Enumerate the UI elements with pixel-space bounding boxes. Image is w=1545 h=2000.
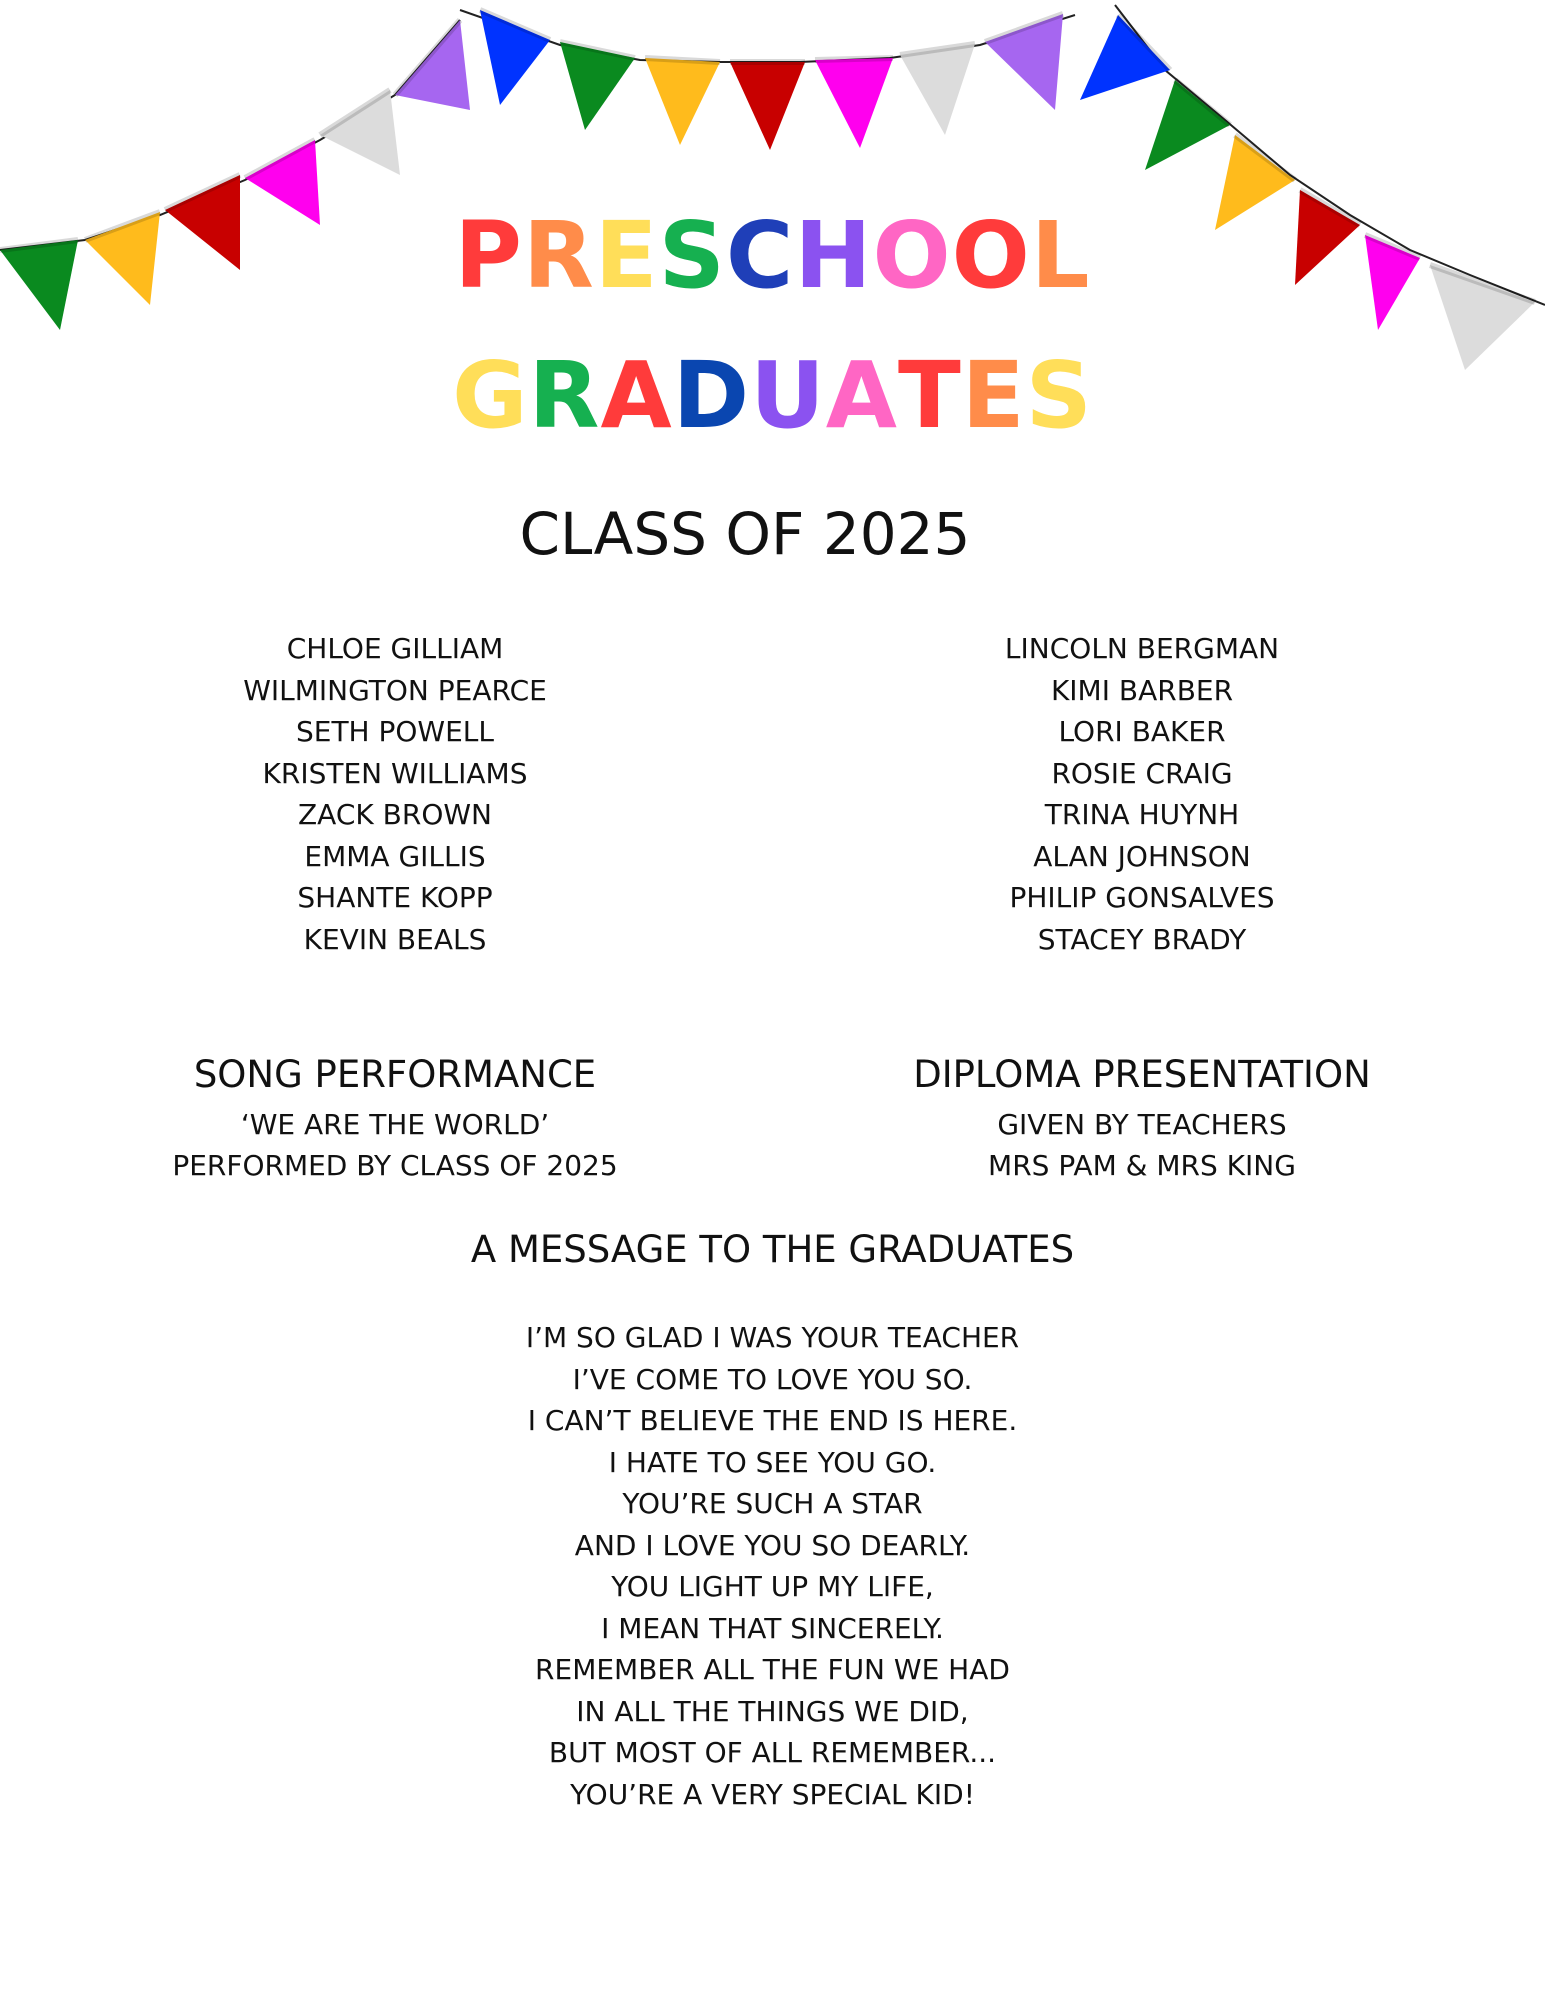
graduate-name: LINCOLN BERGMAN bbox=[1004, 632, 1280, 665]
graduate-name: CHLOE GILLIAM bbox=[286, 632, 504, 665]
poem-line: YOU LIGHT UP MY LIFE, bbox=[611, 1570, 934, 1603]
title-letter: P bbox=[454, 202, 523, 309]
graduate-names-left bbox=[115, 628, 675, 960]
title-letter: S bbox=[1025, 342, 1093, 449]
graduate-name: KRISTEN WILLIAMS bbox=[262, 756, 528, 790]
graduate-name: LORI BAKER bbox=[1058, 715, 1226, 748]
bunting-flag-hem bbox=[815, 58, 893, 60]
song-performer: PERFORMED BY CLASS OF 2025 bbox=[172, 1149, 618, 1182]
graduate-name: ROSIE CRAIG bbox=[1051, 756, 1233, 790]
bunting-flag bbox=[900, 44, 975, 135]
poem-line: AND I LOVE YOU SO DEARLY. bbox=[574, 1528, 971, 1562]
graduate-name: ALAN JOHNSON bbox=[1033, 839, 1251, 873]
song-performance-heading: SONG PERFORMANCE bbox=[193, 1053, 597, 1096]
diploma-given-by: GIVEN BY TEACHERS bbox=[997, 1108, 1287, 1141]
bunting-string bbox=[460, 10, 1075, 62]
title-letter: E bbox=[594, 202, 659, 309]
title-letter: O bbox=[951, 202, 1031, 309]
bunting-flag bbox=[645, 58, 720, 145]
poem-line: BUT MOST OF ALL REMEMBER... bbox=[548, 1736, 997, 1769]
poem-line: I CAN’T BELIEVE THE END IS HERE. bbox=[527, 1404, 1018, 1437]
title-letter: O bbox=[872, 202, 952, 309]
song-title: ‘WE ARE THE WORLD’ bbox=[240, 1108, 550, 1141]
diploma-presentation-section bbox=[822, 1050, 1462, 1186]
graduate-name: ZACK BROWN bbox=[298, 798, 492, 831]
bunting-flag bbox=[395, 20, 470, 110]
graduate-name: EMMA GILLIS bbox=[304, 839, 486, 873]
title-letter: G bbox=[452, 342, 529, 449]
poem-line: REMEMBER ALL THE FUN WE HAD bbox=[535, 1653, 1010, 1686]
graduate-name: PHILIP GONSALVES bbox=[1009, 881, 1275, 914]
title-letter: R bbox=[522, 202, 595, 309]
graduate-name: KEVIN BEALS bbox=[303, 922, 487, 956]
title-letter: A bbox=[600, 342, 673, 449]
class-of-heading: CLASS OF 2025 bbox=[519, 500, 971, 568]
title-letter: R bbox=[528, 342, 601, 449]
bunting-flag bbox=[815, 58, 893, 148]
title-letter: U bbox=[750, 342, 826, 449]
poem-line: I HATE TO SEE YOU GO. bbox=[608, 1445, 937, 1479]
bunting-flag bbox=[730, 62, 805, 150]
diploma-presentation-heading: DIPLOMA PRESENTATION bbox=[913, 1053, 1371, 1096]
poem-line: I MEAN THAT SINCERELY. bbox=[601, 1611, 944, 1645]
title-letter: S bbox=[658, 202, 726, 309]
bunting-flag bbox=[320, 90, 400, 175]
graduate-name: TRINA HUYNH bbox=[1044, 798, 1240, 831]
title-graduates bbox=[0, 342, 1545, 449]
song-performance-section bbox=[75, 1050, 715, 1186]
title-preschool bbox=[0, 202, 1545, 309]
message-poem bbox=[0, 1317, 1545, 1815]
title-letter: T bbox=[897, 342, 962, 449]
bunting-decoration bbox=[0, 0, 1545, 400]
poem-line: YOU’RE SUCH A STAR bbox=[622, 1487, 923, 1520]
title-letter: E bbox=[961, 342, 1026, 449]
graduate-name: KIMI BARBER bbox=[1050, 673, 1234, 707]
graduate-name: SETH POWELL bbox=[295, 715, 495, 748]
title-letter: A bbox=[825, 342, 898, 449]
title-letter: C bbox=[725, 202, 795, 309]
graduate-names-right bbox=[862, 628, 1422, 960]
poem-line: YOU’RE A VERY SPECIAL KID! bbox=[570, 1777, 975, 1811]
poem-line: IN ALL THE THINGS WE DID, bbox=[576, 1694, 969, 1728]
graduate-name: WILMINGTON PEARCE bbox=[243, 673, 547, 707]
poem-line: I’M SO GLAD I WAS YOUR TEACHER bbox=[525, 1321, 1020, 1354]
title-letter: D bbox=[672, 342, 751, 449]
title-letter: H bbox=[794, 202, 873, 309]
poem-line: I’VE COME TO LOVE YOU SO. bbox=[572, 1362, 973, 1396]
diploma-teachers: MRS PAM & MRS KING bbox=[988, 1149, 1296, 1182]
bunting-flag-hem bbox=[645, 58, 720, 62]
title-letter: L bbox=[1030, 202, 1091, 309]
message-heading: A MESSAGE TO THE GRADUATES bbox=[470, 1228, 1075, 1271]
graduate-name: STACEY BRADY bbox=[1037, 922, 1247, 956]
graduate-name: SHANTE KOPP bbox=[297, 881, 493, 914]
